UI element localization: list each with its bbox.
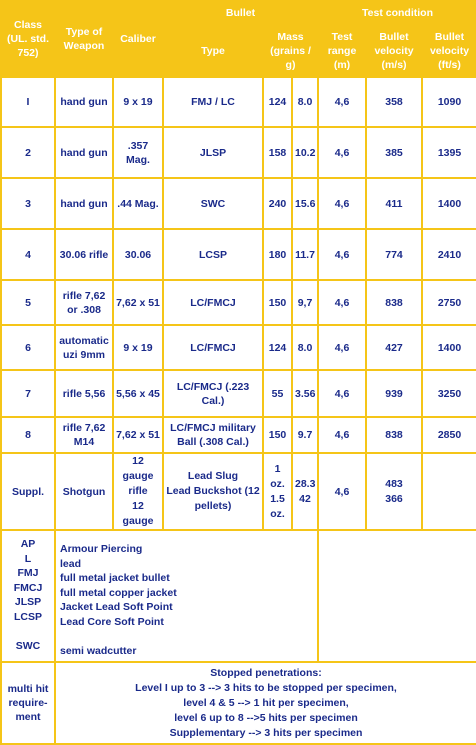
caliber-line: 12 gauge <box>122 500 154 527</box>
cell-velocity-ms: 385 <box>366 127 422 178</box>
multi-hit-line: level 6 up to 8 -->5 hits per specimen <box>174 711 358 724</box>
cell-class: 2 <box>1 127 55 178</box>
grains-line: 1.5 oz. <box>270 492 285 520</box>
cell-bullet-type: LC/FMCJ military Ball (.308 Cal.) <box>163 417 263 453</box>
cell-test-range: 4,6 <box>318 280 366 325</box>
table-row <box>1 325 476 370</box>
cell-weapon: hand gun <box>55 77 113 127</box>
cell-grains: 240 <box>263 178 292 229</box>
multi-hit-line: level 4 & 5 --> 1 hit per specimen, <box>183 696 349 709</box>
legend-abbreviations <box>1 530 55 662</box>
cell-bullet-type: LC/FMCJ (.223 Cal.) <box>163 370 263 417</box>
cell-caliber: 30.06 <box>113 229 163 280</box>
table-row <box>1 77 476 127</box>
multi-hit-line: Stopped penetrations: <box>210 666 322 679</box>
cell-velocity-fts <box>422 453 476 530</box>
cell-velocity-fts: 2410 <box>422 229 476 280</box>
legend-row <box>1 530 476 662</box>
cell-bullet-type: LC/FMCJ <box>163 280 263 325</box>
cell-grams: 8.0 <box>292 77 318 127</box>
cell-grains: 124 <box>263 325 292 370</box>
cell-grams: 10.2 <box>292 127 318 178</box>
multi-hit-label: multi hit require-ment <box>1 662 55 744</box>
cell-velocity-ms: 427 <box>366 325 422 370</box>
cell-class: 4 <box>1 229 55 280</box>
cell-caliber: 9 x 19 <box>113 77 163 127</box>
legend-abbr: L <box>24 552 32 565</box>
legend-def: full metal copper jacket <box>60 586 177 599</box>
cell-bullet-type: LCSP <box>163 229 263 280</box>
header-class: Class (UL. std. 752) <box>1 1 55 77</box>
velocity-line: 483 <box>385 477 403 490</box>
cell-weapon: hand gun <box>55 127 113 178</box>
cell-velocity-ms: 838 <box>366 417 422 453</box>
bullet-type-line: Lead Slug <box>187 470 239 482</box>
header-type-of-weapon: Type of Weapon <box>55 1 113 77</box>
header-caliber: Caliber <box>113 1 163 77</box>
table-row <box>1 280 476 325</box>
cell-velocity-fts: 2750 <box>422 280 476 325</box>
legend-def: Lead Core Soft Point <box>60 615 164 628</box>
cell-weapon: rifle 7,62 or .308 <box>55 280 113 325</box>
multi-hit-row <box>1 662 476 744</box>
header-bullet-type: Type <box>163 25 263 77</box>
cell-velocity-ms <box>366 453 422 530</box>
legend-abbr: FMCJ <box>13 581 43 594</box>
cell-bullet-type <box>163 453 263 530</box>
cell-grams: 11.7 <box>292 229 318 280</box>
cell-velocity-fts: 1395 <box>422 127 476 178</box>
cell-velocity-fts: 1090 <box>422 77 476 127</box>
cell-grams: 8.0 <box>292 325 318 370</box>
cell-test-range: 4,6 <box>318 77 366 127</box>
grams-line: 42 <box>299 492 311 505</box>
table-row <box>1 370 476 417</box>
header-test-range: Test range (m) <box>318 25 366 77</box>
cell-grams: 3.56 <box>292 370 318 417</box>
cell-grains: 180 <box>263 229 292 280</box>
legend-abbr: JLSP <box>14 596 42 608</box>
cell-test-range: 4,6 <box>318 229 366 280</box>
cell-caliber: 5,56 x 45 <box>113 370 163 417</box>
table-row-supplementary <box>1 453 476 530</box>
cell-caliber: 7,62 x 51 <box>113 417 163 453</box>
cell-velocity-ms: 838 <box>366 280 422 325</box>
cell-bullet-type: JLSP <box>163 127 263 178</box>
cell-grains: 55 <box>263 370 292 417</box>
grains-line: 1 oz. <box>270 462 285 490</box>
header-bullet: Bullet <box>163 1 318 25</box>
grams-line: 28.3 <box>295 477 316 490</box>
cell-grains: 124 <box>263 77 292 127</box>
cell-test-range: 4,6 <box>318 325 366 370</box>
cell-test-range: 4,6 <box>318 417 366 453</box>
cell-grains: 158 <box>263 127 292 178</box>
cell-test-range: 4,6 <box>318 370 366 417</box>
legend-def: Armour Piercing <box>60 543 143 555</box>
bullet-type-line: Lead Buckshot (12 pellets) <box>166 485 260 512</box>
table-row <box>1 127 476 178</box>
cell-grains: 150 <box>263 417 292 453</box>
cell-test-range: 4,6 <box>318 127 366 178</box>
cell-weapon: Shotgun <box>55 453 113 530</box>
cell-weapon: automatic uzi 9mm <box>55 325 113 370</box>
table-row <box>1 417 476 453</box>
cell-velocity-ms: 358 <box>366 77 422 127</box>
cell-caliber: .44 Mag. <box>113 178 163 229</box>
cell-grams <box>292 453 318 530</box>
cell-velocity-fts: 3250 <box>422 370 476 417</box>
multi-hit-line: Supplementary --> 3 hits per specimen <box>169 726 363 739</box>
cell-bullet-type: LC/FMCJ <box>163 325 263 370</box>
cell-test-range: 4,6 <box>318 453 366 530</box>
legend-empty-cell <box>318 530 476 662</box>
legend-def: lead <box>60 557 82 570</box>
cell-bullet-type: SWC <box>163 178 263 229</box>
cell-class: I <box>1 77 55 127</box>
table-row <box>1 229 476 280</box>
legend-abbr: AP <box>20 538 36 550</box>
cell-velocity-fts: 2850 <box>422 417 476 453</box>
cell-bullet-type: FMJ / LC <box>163 77 263 127</box>
cell-caliber: .357 Mag. <box>113 127 163 178</box>
header-row-1 <box>1 1 476 25</box>
cell-grams: 9.7 <box>292 417 318 453</box>
legend-abbr: LCSP <box>13 610 42 623</box>
header-velocity-fts: Bullet velocity (ft/s) <box>422 25 476 77</box>
cell-weapon: rifle 5,56 <box>55 370 113 417</box>
cell-class: 6 <box>1 325 55 370</box>
legend-definitions <box>55 530 318 662</box>
header-test-condition: Test condition <box>318 1 476 25</box>
legend-abbr: FMJ <box>17 567 39 579</box>
cell-velocity-ms: 774 <box>366 229 422 280</box>
caliber-line: 12 gauge rifle <box>122 455 154 497</box>
cell-weapon: 30.06 rifle <box>55 229 113 280</box>
cell-caliber: 7,62 x 51 <box>113 280 163 325</box>
cell-velocity-fts: 1400 <box>422 325 476 370</box>
cell-class: 5 <box>1 280 55 325</box>
cell-grams: 9,7 <box>292 280 318 325</box>
cell-grains <box>263 453 292 530</box>
cell-caliber: 9 x 19 <box>113 325 163 370</box>
cell-grains: 150 <box>263 280 292 325</box>
cell-velocity-ms: 411 <box>366 178 422 229</box>
multi-hit-line: Level I up to 3 --> 3 hits to be stopped per specimen, <box>135 681 397 694</box>
cell-class: 3 <box>1 178 55 229</box>
cell-weapon: rifle 7,62 M14 <box>55 417 113 453</box>
header-velocity-ms: Bullet velocity (m/s) <box>366 25 422 77</box>
multi-hit-requirements <box>55 662 476 744</box>
legend-abbr: SWC <box>15 639 41 652</box>
cell-velocity-fts: 1400 <box>422 178 476 229</box>
cell-grams: 15.6 <box>292 178 318 229</box>
cell-caliber <box>113 453 163 530</box>
velocity-line: 366 <box>385 492 403 505</box>
cell-velocity-ms: 939 <box>366 370 422 417</box>
cell-class: 8 <box>1 417 55 453</box>
table-row <box>1 178 476 229</box>
cell-class: 7 <box>1 370 55 417</box>
cell-weapon: hand gun <box>55 178 113 229</box>
legend-def: semi wadcutter <box>60 644 137 657</box>
cell-test-range: 4,6 <box>318 178 366 229</box>
cell-class: Suppl. <box>1 453 55 530</box>
header-mass: Mass (grains / g) <box>263 25 318 77</box>
legend-def: Jacket Lead Soft Point <box>60 601 173 613</box>
legend-def: full metal jacket bullet <box>60 572 170 584</box>
